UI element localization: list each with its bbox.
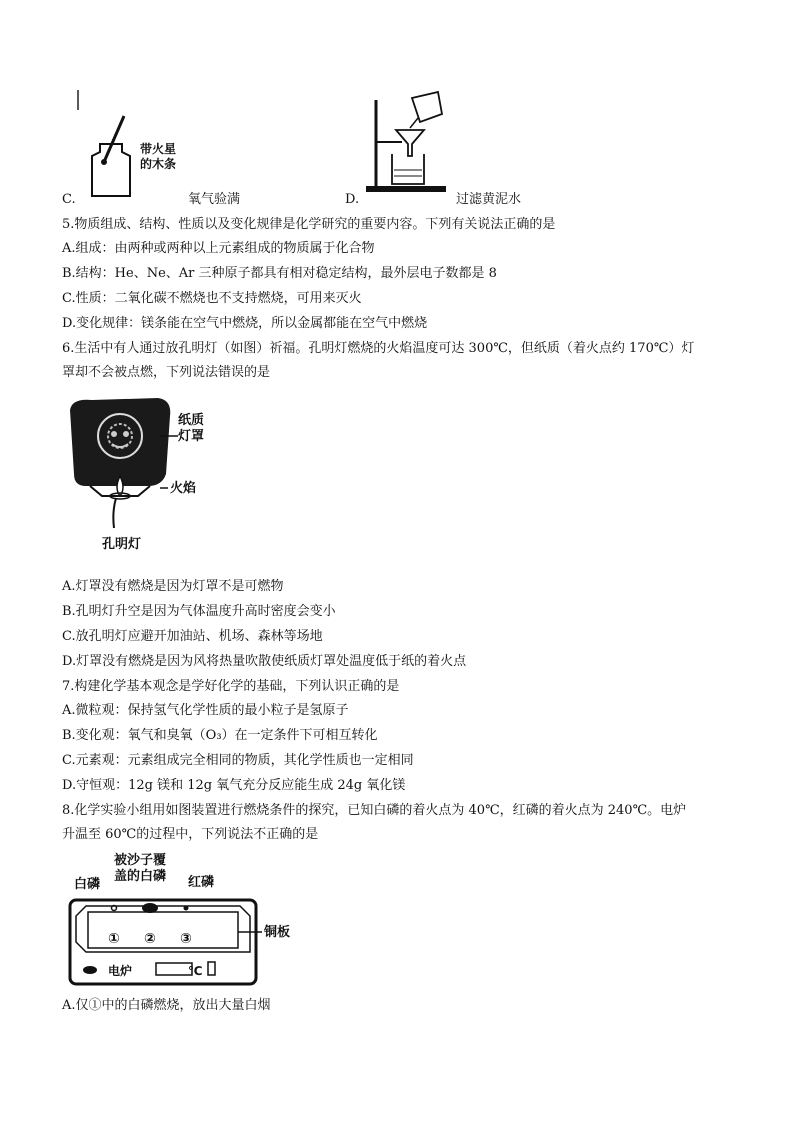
label-celsius: ℃ <box>188 964 203 978</box>
label-copper-plate: 铜板 <box>264 925 291 940</box>
q5-option-c: C.性质：二氧化碳不燃烧也不支持燃烧，可用来灭火 <box>62 291 362 306</box>
option-d-caption: 过滤黄泥水 <box>456 192 522 207</box>
q6-option-b: B.孔明灯升空是因为气体温度升高时密度会变小 <box>62 604 336 619</box>
q6-option-c: C.放孔明灯应避开加油站、机场、森林等场地 <box>62 629 323 644</box>
paper-cover-label-1: 纸质 <box>178 413 205 428</box>
q7-option-b: B.变化观：氧气和臭氧（O₃）在一定条件下可相互转化 <box>62 728 378 743</box>
q6-stem-line1: 6.生活中有人通过放孔明灯（如图）祈福。孔明灯燃烧的火焰温度可达 300℃，但纸质（着火点约 170℃）灯 <box>62 341 695 356</box>
label-sand-covered-2: 盖的白磷 <box>114 869 167 884</box>
circled-number-1: ① <box>108 931 120 947</box>
label-furnace: 电炉 <box>108 964 133 978</box>
q8-stem-line1: 8.化学实验小组用如图装置进行燃烧条件的探究，已知白磷的着火点为 40℃，红磷的着火点为 240℃。电炉 <box>62 803 687 818</box>
q7-stem: 7.构建化学基本观念是学好化学的基础，下列认识正确的是 <box>62 679 400 694</box>
q5-option-b: B.结构：He、Ne、Ar 三种原子都具有相对稳定结构，最外层电子数都是 8 <box>62 266 497 281</box>
flame-label: 火焰 <box>170 481 197 496</box>
splint-label-2: 的木条 <box>140 157 177 171</box>
q5-stem: 5.物质组成、结构、性质以及变化规律是化学研究的重要内容。下列有关说法正确的是 <box>62 217 556 232</box>
q7-option-d: D.守恒观：12g 镁和 12g 氧气充分反应能生成 24g 氧化镁 <box>62 778 406 793</box>
filtration-apparatus-icon <box>362 92 472 202</box>
q6-stem-line2: 罩却不会被点燃，下列说法错误的是 <box>62 365 271 380</box>
q7-option-a: A.微粒观：保持氢气化学性质的最小粒子是氢原子 <box>62 703 349 718</box>
q8-stem-line2: 升温至 60℃的过程中，下列说法不正确的是 <box>62 827 319 842</box>
q7-option-c: C.元素观：元素组成完全相同的物质，其化学性质也一定相同 <box>62 753 414 768</box>
q5-option-d: D.变化规律：镁条能在空气中燃烧，所以金属都能在空气中燃烧 <box>62 316 428 331</box>
option-d-marker: D. <box>345 192 360 207</box>
q8-option-a: A.仅①中的白磷燃烧，放出大量白烟 <box>62 998 271 1013</box>
q6-option-d: D.灯罩没有燃烧是因为风将热量吹散使纸质灯罩处温度低于纸的着火点 <box>62 654 467 669</box>
label-red-phosphorus: 红磷 <box>188 875 215 890</box>
electric-furnace-icon <box>66 882 266 992</box>
option-c-marker: C. <box>62 192 76 207</box>
lantern-label: 孔明灯 <box>102 537 142 552</box>
q6-option-a: A.灯罩没有燃烧是因为灯罩不是可燃物 <box>62 579 284 594</box>
label-white-phosphorus: 白磷 <box>74 877 101 892</box>
circled-number-3: ③ <box>180 931 192 947</box>
circled-number-2: ② <box>144 931 156 947</box>
splint-label-1: 带火星 <box>140 142 177 156</box>
q5-option-a: A.组成：由两种或两种以上元素组成的物质属于化合物 <box>62 241 375 256</box>
paper-cover-label-2: 灯罩 <box>178 429 205 444</box>
option-c-caption: 氧气验满 <box>188 192 241 207</box>
label-sand-covered-1: 被沙子覆 <box>114 853 167 868</box>
